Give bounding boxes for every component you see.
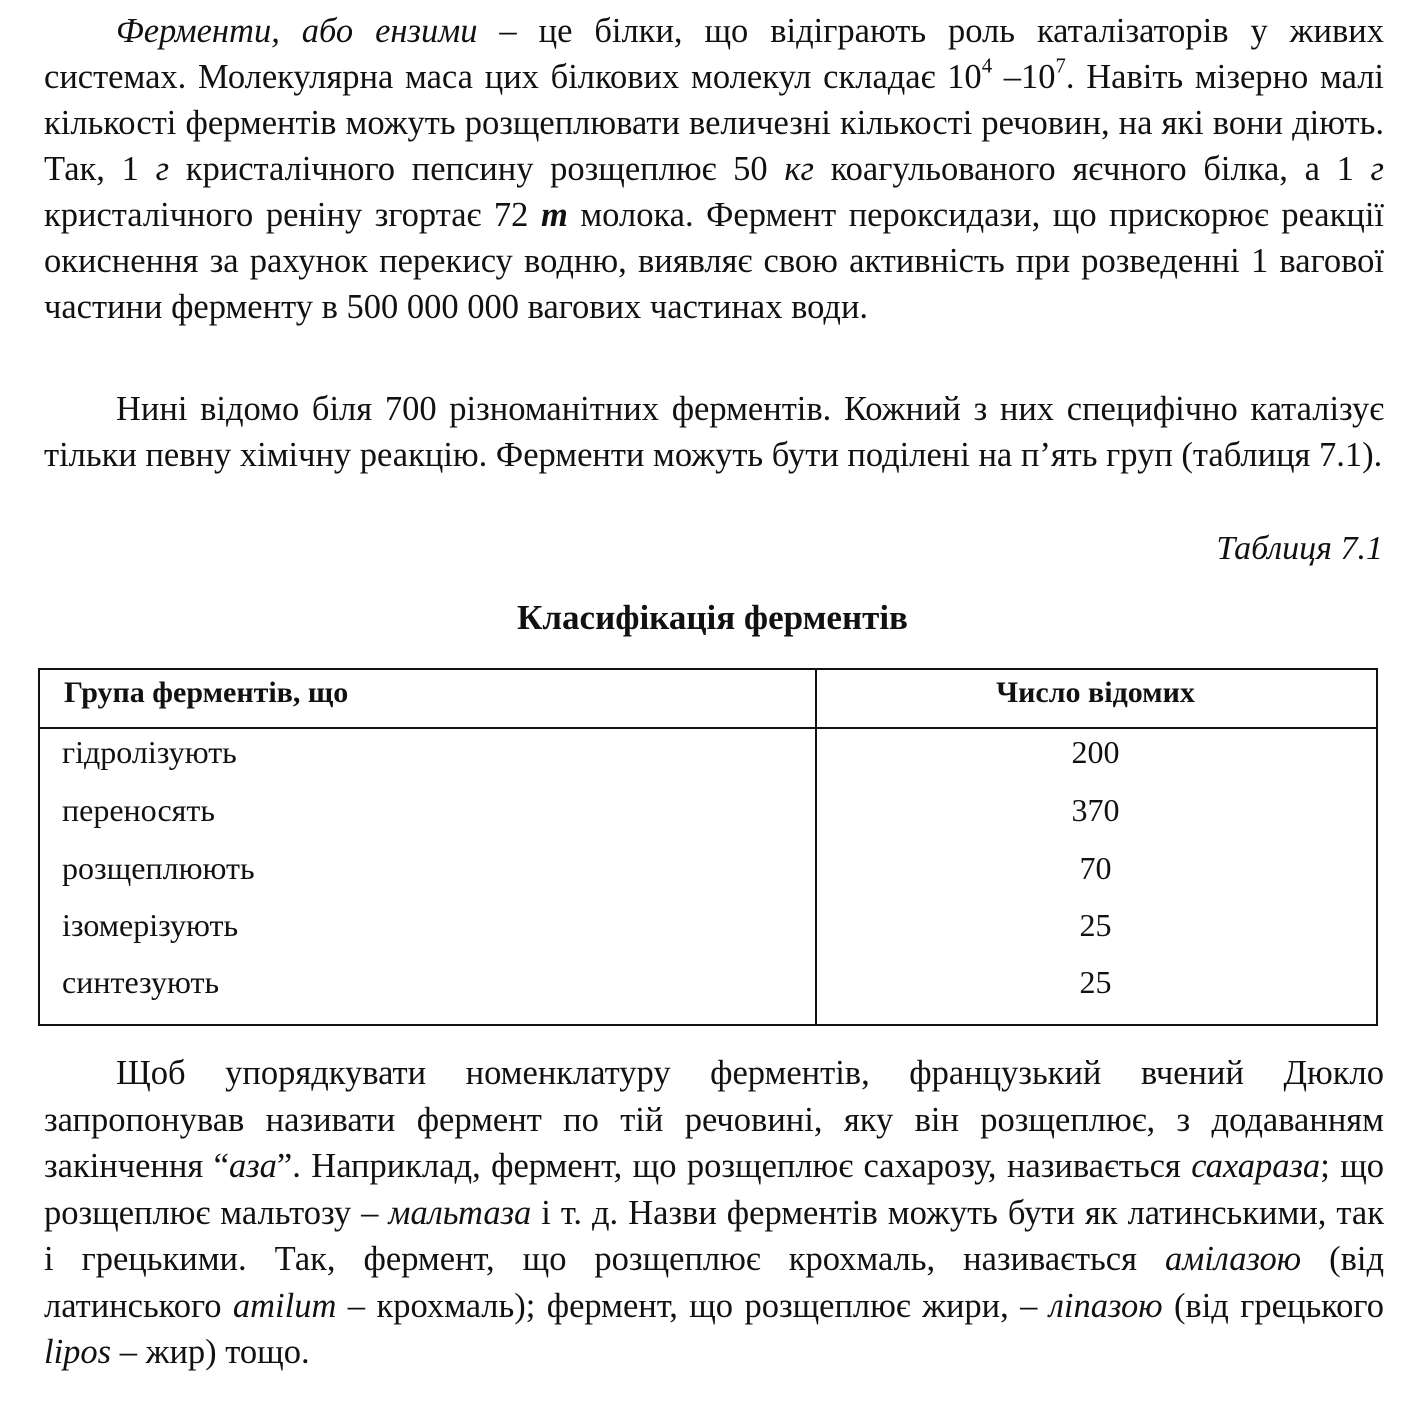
text-segment: – це білки, що відіграють роль каталізаторів у живих системах. Молекулярна маса цих білкових молекул складає 10 — [44, 12, 1384, 96]
text-segment: . Навіть мізерно малі кількості ферментів можуть розщеплювати величезні кількості речовин, на які вони діють. Так, 1 — [44, 58, 1384, 188]
exponent: 4 — [981, 55, 993, 78]
exponent: 7 — [1055, 55, 1066, 78]
term-enzymes: Ферменти, або ензими — [116, 12, 478, 50]
term-amylase: амілазою — [1164, 1240, 1302, 1278]
table-row — [40, 730, 1376, 787]
cell-count: 25 — [1079, 907, 1112, 943]
cell-count: 370 — [1071, 792, 1120, 828]
term-sucrase: сахараза — [1191, 1147, 1321, 1185]
text-segment: ; що розщеплює мальтозу – — [44, 1147, 1385, 1232]
cell-group: ізомерізують — [62, 907, 239, 943]
table-row — [40, 788, 1376, 845]
term-lipase: ліпазою — [1048, 1286, 1163, 1325]
unit-kilogram: кг — [784, 150, 814, 188]
table-row — [40, 960, 1376, 1017]
text-segment: (від латинського — [44, 1240, 1385, 1325]
table-label: Таблиця 7.1 — [1216, 530, 1383, 567]
table-row — [40, 903, 1376, 960]
text-segment: кристалічного реніну згортає 72 — [44, 196, 541, 234]
term-suffix: аза — [228, 1147, 277, 1185]
table-title: Класифікація ферментів — [517, 598, 908, 637]
cell-count: 25 — [1079, 964, 1112, 1000]
table-header-group: Група ферментів, що — [64, 676, 349, 709]
text-segment: молока. Фермент пероксидази, що прискорює реакції окиснення за рахунок перекису водню, виявляє свою активність при розведенні 1 вагової частини ферменту в 500 000 000 вагових частинах води. — [44, 196, 1385, 326]
text-segment: – крохмаль); фермент, що розщеплює жири, – — [336, 1286, 1049, 1325]
text-segment: – жир) тощо. — [111, 1333, 310, 1371]
text-segment: (від грецького — [1162, 1286, 1384, 1325]
text-segment: коагульованого яєчного білка, а 1 — [813, 150, 1371, 188]
header-divider — [40, 727, 1376, 729]
enzyme-classification-table — [38, 668, 1378, 1026]
text-segment: –10 — [992, 58, 1056, 96]
term-maltase: мальтаза — [388, 1193, 532, 1232]
text-segment: і т. д. Назви ферментів можуть бути як латинськими, так і грецькими. Так, фермент, що розщеплює крохмаль, називається — [44, 1193, 1384, 1278]
cell-group: розщеплюють — [62, 850, 255, 886]
paragraph-nomenclature — [44, 1050, 1384, 1376]
term-amilum: amilum — [232, 1286, 337, 1325]
cell-group: гідролізують — [62, 734, 237, 770]
unit-gram: г — [155, 150, 170, 188]
text-segment: ”. Наприклад, фермент, що розщеплює сахарозу, називається — [276, 1147, 1192, 1185]
term-lipos: lipos — [44, 1333, 112, 1371]
cell-count: 70 — [1079, 850, 1112, 886]
cell-group: синтезують — [62, 964, 220, 1000]
text-segment: кристалічного пепсину розщеплює 50 — [169, 150, 785, 188]
table-header-count: Число відомих — [996, 676, 1195, 709]
paragraph-enzymes-definition — [44, 8, 1384, 330]
cell-count: 200 — [1071, 734, 1120, 770]
paragraph-enzyme-count: Нині відомо біля 700 різноманітних ферментів. Кожний з них специфічно каталізує тільки певну хімічну реакцію. Ферменти можуть бути поділені на п’ять груп (таблиця 7.1). — [44, 390, 1384, 474]
unit-gram: г — [1370, 150, 1384, 188]
cell-group: переносять — [62, 792, 215, 828]
text-segment: Щоб упорядкувати номенклатуру ферментів, французький вчений Дюкло запропонував називати фермент по тій речовині, яку він розщеплює, з додаванням закінчення “ — [44, 1054, 1384, 1185]
unit-ton: т — [540, 196, 568, 234]
table-row — [40, 846, 1376, 903]
